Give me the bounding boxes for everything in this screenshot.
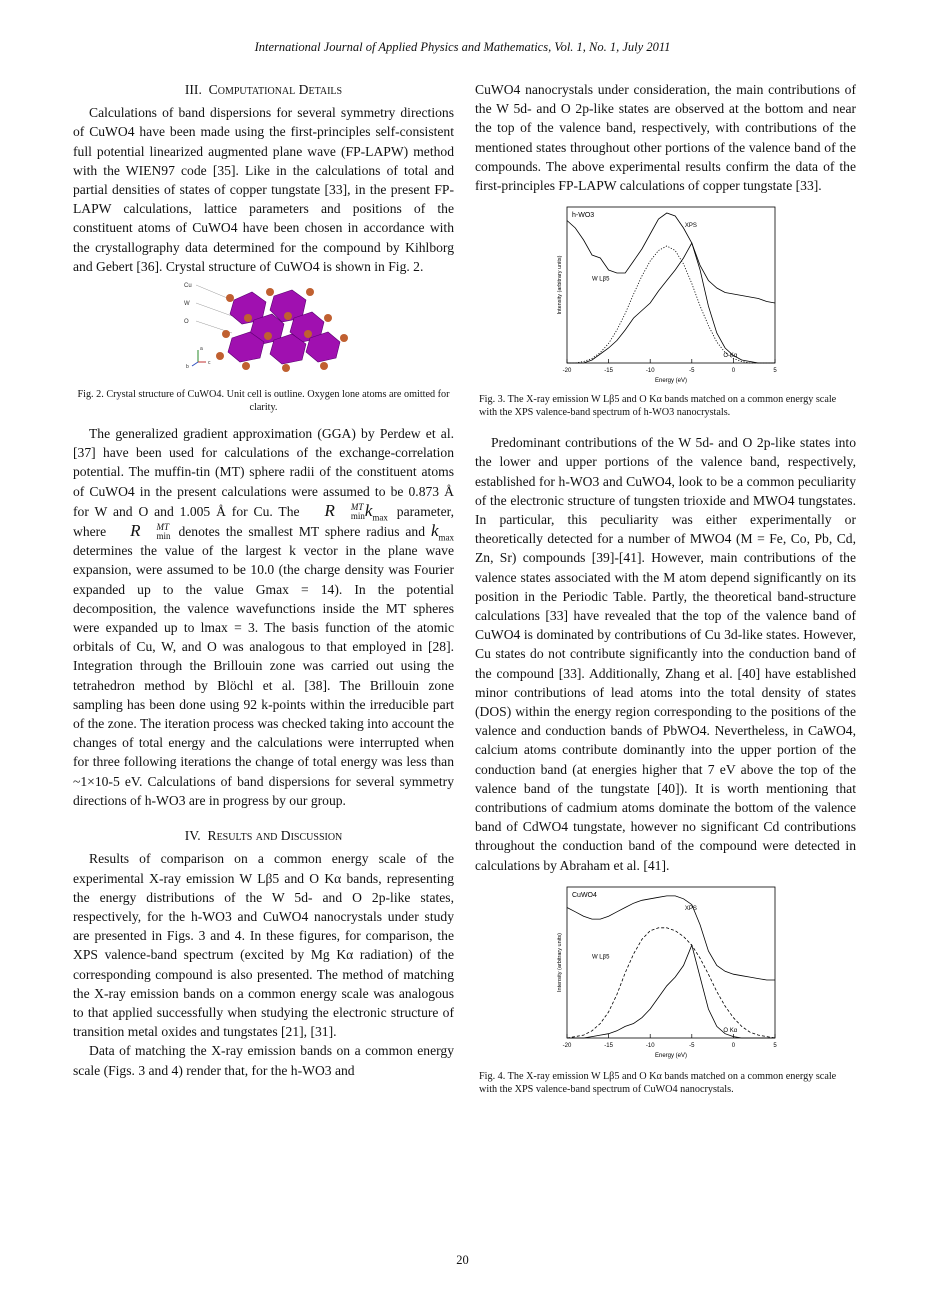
x-axis-label: Energy (eV) xyxy=(654,1052,687,1059)
fig2-crystal-structure xyxy=(124,278,404,374)
y-axis-label: Intensity (arbitrary units) xyxy=(556,932,563,992)
results-paragraph-continued: CuWO4 nanocrystals under consideration, the main contributions of the W 5d- and O 2p-like states are observed at the bottom and near the top of the valence band, respectively, with contributions of the mentioned states throughout other portions of the valence band of the compounds. The above experimental results confirm the data of the first-principles FP-LAPW calculations of copper tungstate [33]. xyxy=(475,82,856,194)
section-4-paragraph-1: Results of comparison on a common energy scale of the experimental X-ray emission W Lβ5 and O Kα bands, representing the energy distributions of the W 5d- and O 2p-like states, respectively, for the h-WO3 and CuWO4 nanocrystals under study are presented in Figs. 3 and 4. In these figures, for comparison, the XPS valence-band spectrum (excited by Mg Kα radiation) of the corresponding compound is also presented. The method of matching the X-ray emission bands on a common energy scale was analogous to that applied successfully when studying the electronic structure of transition metal oxides and tungstates [21], [31]. xyxy=(73,851,454,1040)
series-label-o-k-: O Kα xyxy=(722,353,737,360)
series-line-xps xyxy=(567,896,775,980)
fig2-caption: Fig. 2. Crystal structure of CuWO4. Unit cell is outline. Oxygen lone atoms are omitted for clarity. xyxy=(77,389,450,414)
series-label-xps: XPS xyxy=(684,905,697,912)
legend-o-label: O xyxy=(183,319,189,326)
section-4-heading: IV. Results and Discussion xyxy=(184,828,343,844)
x-tick-label: -10 xyxy=(645,368,655,375)
fig3-svg xyxy=(551,201,781,391)
series-label-xps: XPS xyxy=(684,223,697,230)
series-line-xps xyxy=(567,213,775,303)
kmax-symbol: $k_{max}$ xyxy=(430,521,454,543)
predominant-contributions-paragraph: Predominant contributions of the W 5d- and O 2p-like states into the lower and upper portions of the valence band, respectively, established for h-WO3 and CuWO4, look to be a common peculiarity of the electronic structure of tungsten trioxide and MWO4 tungstates. In particular, this peculiarity was either experimentally or theoretically detected for a number of MWO4 (M = Fe, Co, Pb, Cd, Zn, Sr) compounds [39]-[41]. However, main contributions of the valence states associated with the M atom depend significantly on its position in the Periodic Table. Partly, the theoretical band-structure calculations [33] have revealed that the top of the valence band of CuWO4 is dominated by contributions of Cu 3d-like states. However, Cu states do not contribute significantly into the conduction band of the compound [33]. Additionally, Zhang et al. [40] have established minor contributions of lead atoms into the total density of states (DOS) within the energy region corresponding to the positions of the valence and conduction bands of PbWO4. Nevertheless, in CaWO4, calcium atoms contribute dominantly into the upper portion of the conduction band (at energies higher that 7 eV above the top of the valence band of the tungstate [40]). It is worth mentioning that contributions of cadmium atoms dominate the bottom of the valence band of CdWO4 tungstate, however no significant Cd contributions throughout the conduction band of the compound were detected in calculations by Abraham et al. [41]. xyxy=(475,435,856,873)
fig3-chart xyxy=(551,201,781,391)
fig3-caption: Fig. 3. The X-ray emission W Lβ5 and O Kα bands matched on a common energy scale with the XPS valence-band spectrum of h-WO3 nanocrystals. xyxy=(479,394,837,419)
left-column xyxy=(73,80,454,1080)
section-4-paragraph-2: Data of matching the X-ray emission bands on a common energy scale (Figs. 3 and 4) render that, for the h-WO3 and xyxy=(73,1043,454,1078)
page-number: 20 xyxy=(456,1253,469,1267)
chart-title: h-WO3 xyxy=(571,212,594,220)
right-column xyxy=(475,80,856,1096)
x-tick-label: 0 xyxy=(731,368,735,375)
fig4-chart xyxy=(551,881,781,1066)
section-3-paragraph-2: The generalized gradient approximation (GGA) by Perdew et al. [37] have been used for calculations of the exchange-correlation potential. The muffin-tin (MT) sphere radii of the constituent atoms of CuWO4 in the present calculations were assumed to be 0.873 Å for W and O and 1.005 Å for Cu. The R MT min $k_{max}$ parameter, where R MT min denotes the smallest MT sphere radius and $k_{max}$ determines the value of the largest k vector in the plane wave expansion, were assumed to be 10.0 (the charge density was Fourier expanded up to the value Gmax = 14). In the potential decomposition, the valence wavefunctions inside the MT spheres were expanded up to lmax = 3. The basis function of the atomic orbitals of Cu, W, and O was analogous to that employed in [28]. Integration through the Brillouin zone was carried out using the tetrahedron method by Blöchl et al. [38]. The Brillouin zone sampling has been done using 92 k-points within the irreducible part of the zone. The iteration process was checked taking into account the changes of total energy and the calculations were interrupted when for three following iterations the change of total energy was less than ~1×10-5 eV. Calculations of band dispersions for several symmetry directions of h-WO3 are in progress by our group. xyxy=(73,426,454,808)
series-line-o-k- xyxy=(567,243,775,363)
x-tick-label: -20 xyxy=(562,1042,571,1049)
x-tick-label: 5 xyxy=(772,368,777,375)
x-tick-label: -5 xyxy=(688,368,694,375)
section-3-heading: III. Computational Details xyxy=(184,82,343,97)
x-tick-label: -10 xyxy=(645,1042,655,1049)
legend-w-label: W xyxy=(183,301,190,308)
chart-title: CuWO4 xyxy=(571,891,597,899)
x-tick-label: -20 xyxy=(562,368,571,375)
series-label-o-k-: O Kα xyxy=(722,1027,737,1034)
rmin-symbol: R MT min xyxy=(130,521,171,542)
series-line-w-l-5 xyxy=(567,246,775,363)
x-tick-label: 0 xyxy=(731,1042,735,1049)
axis-c-label: c xyxy=(207,360,210,367)
rmin-kmax-symbol: R MT min $k_{max}$ xyxy=(324,500,388,523)
y-axis-label: Intensity (arbitrary units) xyxy=(556,255,563,315)
plot-frame xyxy=(567,887,775,1038)
x-tick-label: -5 xyxy=(688,1042,694,1049)
crystal-structure-image xyxy=(124,278,404,374)
series-line-w-l-5 xyxy=(567,928,775,1038)
series-label-w-l-5: W Lβ5 xyxy=(591,954,609,961)
x-tick-label: -15 xyxy=(603,368,613,375)
x-tick-label: -15 xyxy=(603,1042,613,1049)
fig4-svg xyxy=(551,881,781,1066)
plot-frame xyxy=(567,207,775,363)
fig4-caption: Fig. 4. The X-ray emission W Lβ5 and O Kα bands matched on a common energy scale with the XPS valence-band spectrum of CuWO4 nanocrystals. xyxy=(479,1070,837,1095)
series-label-w-l-5: W Lβ5 xyxy=(591,276,609,283)
x-tick-label: 5 xyxy=(772,1042,777,1049)
section-3-paragraph-1: Calculations of band dispersions for several symmetry directions of CuWO4 have been made using the first-principles self-consistent full potential linearized augmented plane wave (FP-LAPW) method with the WIEN97 code [35]. Like in the calculations of total and partial densities of states of copper tungstate [33], in the present FP-LAPW calculations, lattice parameters and positions of the constituent atoms of CuWO4 have been chosen in accordance with the crystallography data determined for the compound by Kihlborg and Gebert [36]. Crystal structure of CuWO4 is shown in Fig. 2. xyxy=(73,105,454,274)
x-axis-label: Energy (eV) xyxy=(654,378,687,385)
axis-a-label: a xyxy=(199,346,203,353)
journal-header: International Journal of Applied Physics and Mathematics, Vol. 1, No. 1, July 2011 xyxy=(254,40,671,54)
legend-cu-label: Cu xyxy=(183,283,192,290)
axis-b-label: b xyxy=(185,364,189,371)
